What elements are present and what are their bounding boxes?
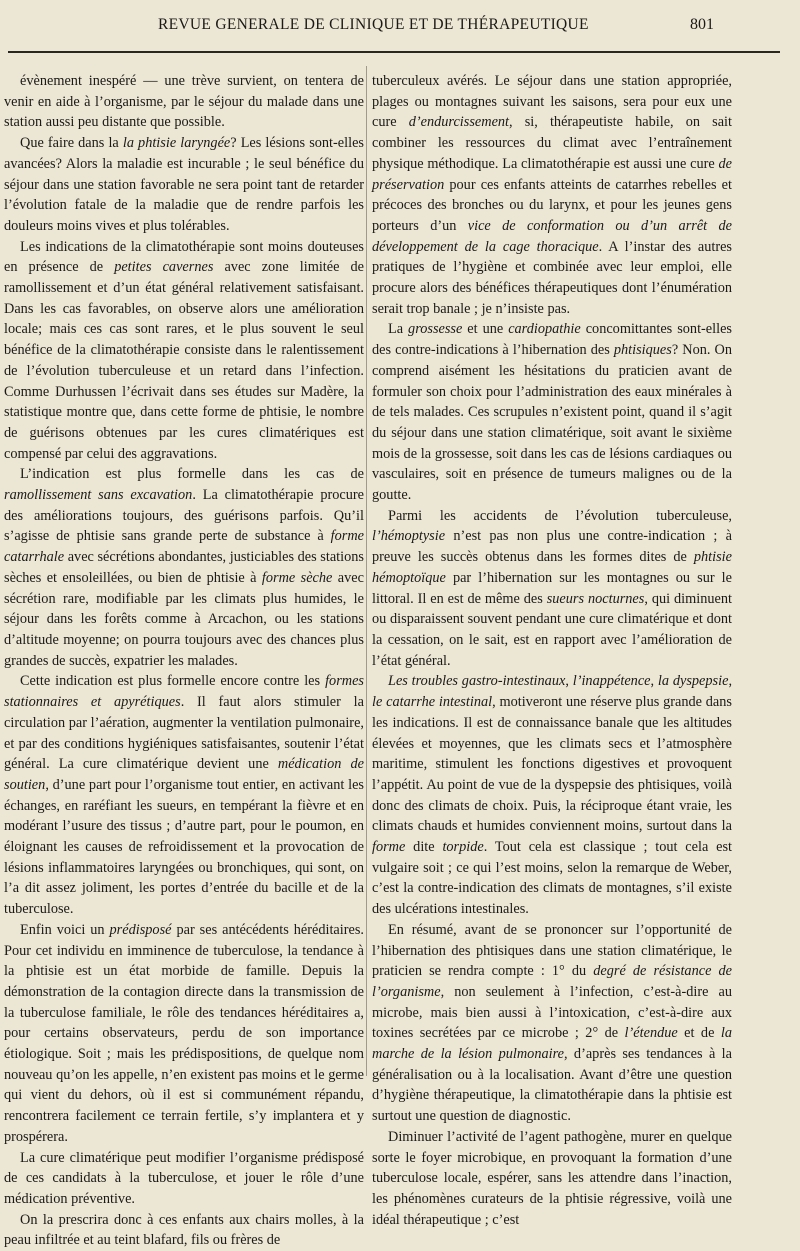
italic-text: forme <box>372 839 406 856</box>
text-run: ? Les lésions sont-elles avancées? Alors la maladie est incurable ; le seul bénéfice du séjour dans une station favorable ne sera point tant de retarder l’évolution fatale de la maladie que de rendre parfois les douleurs moins vives et plus tolérables. <box>4 135 364 234</box>
paragraph <box>372 671 732 919</box>
text-run: et de <box>677 1025 721 1042</box>
italic-text: l’inappétence <box>572 673 651 690</box>
italic-text: forme catarrhale <box>4 528 364 566</box>
header-rule <box>8 51 780 53</box>
italic-text: de préservation <box>372 155 732 193</box>
paragraph <box>372 920 732 1127</box>
italic-text: la dyspepsie <box>657 673 729 690</box>
italic-text: grossesse <box>408 321 463 338</box>
text-run: tuberculeux avérés. Le séjour dans une station appropriée, plages ou montagnes suivant les saisons, sera pour eux une cure <box>372 73 732 131</box>
text-run: En résumé, avant de se prononcer sur l’opportunité de l’hibernation des phtisiques dans une station climatérique, le praticien se rendra compte : 1° du <box>372 921 732 980</box>
running-title: REVUE GENERALE DE CLINIQUE ET DE THÉRAPEUTIQUE <box>158 16 589 33</box>
text-run: , <box>565 673 573 690</box>
paragraph <box>4 237 364 465</box>
text-run: avec zone limitée de ramollissement et d’un état général relativement satisfaisant. Dans les cas favorables, on observe alors une amélioration locale; mais ces cas sont rares, et le plus souvent le seul bénéfice de la climatothérapie consiste dans le ralentissement de l’évolution tuberculeuse et un retard dans l’infection. Comme Durhussen l’écrivait dans ses études sur Madère, la statistique montre que, dans cette forme de phtisie, le nombre de guérisons obtenues par les cures climatériques est compensé par celui des aggravations. <box>4 259 365 462</box>
italic-text: torpide <box>442 839 484 856</box>
text-run: , <box>650 673 658 690</box>
text-run: . Il faut alors stimuler la circulation par l’aération, augmenter la ventilation pulmonaire, et par des conditions hygiéniques satisfaisantes, soutenir l’état général. La cure climatérique devient une <box>4 694 364 773</box>
paragraph <box>4 1210 364 1251</box>
text-run: On la prescrira donc à ces enfants aux chairs molles, à la peau infiltrée et au teint blafard, fils ou frères de <box>4 1211 364 1249</box>
text-run: Diminuer l’activité de l’agent pathogène, murer en quelque sorte le foyer microbique, en provoquant la formation d’une tuberculose locale, espérer, sans les attendre dans l’inaction, les phénomènes curateurs de la phtisie régressive, voilà une idéal thérapeutique ; c’est <box>372 1128 732 1228</box>
right-text-column <box>372 71 732 1230</box>
italic-text: l’hémoptysie <box>372 528 446 545</box>
italic-text: l’étendue <box>624 1025 678 1042</box>
text-run: , motiveront une réserve plus grande dans les indications. Il est de connaissance banale que les altitudes élevées et moyennes, que les climats secs et l’atmosphère maritime, stimulent les fonctions digestives et provoquent l’appétit. Au point de vue de la dyspepsie des phtisiques, voilà donc des climats de choix. Puis, la réciproque étant vraie, les climats chauds et humides conviennent moins, surtout dans la <box>372 694 732 835</box>
paragraph <box>4 1148 364 1210</box>
text-run: pour ces enfants atteints de catarrhes rebelles et précoces des bronches ou du larynx, et pour les jeunes gens porteurs d’un <box>372 176 732 234</box>
italic-text: prédisposé <box>109 921 172 938</box>
text-run: La <box>388 321 409 338</box>
text-run: n’est pas non plus une contre-indication ; à preuve les succès obtenus dans les formes dites de <box>372 528 732 566</box>
text-run: , <box>728 673 733 690</box>
italic-text: médication de soutien <box>4 756 364 793</box>
text-run: . Tout cela est classique ; tout cela est vulgaire soit ; ce qui l’est moins, selon la remarque de Weber, c’est la contre-indication des climats de montagnes, s’il existe des ulcérations intestinales. <box>372 839 732 918</box>
italic-text: degré de résistance de l’organisme <box>372 963 732 1000</box>
text-run: Que faire dans la <box>20 135 123 152</box>
text-run: avec sécrétion rare, modifiable par les climats plus humides, le séjour dans les forêts comme à Arcachon, ou les stations d’altitude moyenne; on pourra toujours avec des chances plus grandes de succès, expatrier les malades. <box>4 569 364 669</box>
text-run: par ses antécédents héréditaires. Pour cet individu en imminence de tuberculose, la tendance à la phtisie est un état morbide de famille. Depuis la démonstration de la contagion directe dans la transmission de la tuberculose familiale, le rôle des tendances héréditaires a, pour certains observateurs, perdu de son importance étiologique. Soit ; mais les prédispositions, de quelque nom nouveau qu’on les appelle, n’en existent pas moins et le germe qui vient du dehors, où il est si communément répandu, rencontrera facilement ce terrain fertile, s’y implantera et y prospérera. <box>4 921 364 1145</box>
text-run: et une <box>462 321 509 338</box>
italic-text: ramollissement sans excavation <box>4 487 193 504</box>
text-run: Les indications de la climatothérapie sont moins douteuses en présence de <box>4 238 364 276</box>
text-run: Cette indication est plus formelle encore contre les <box>20 673 326 690</box>
column-divider <box>366 66 367 1076</box>
italic-text: sueurs nocturnes <box>546 590 645 607</box>
text-run: Enfin voici un <box>20 921 110 938</box>
text-run: , si, thérapeutiste habile, on sait combiner les ressources du climat avec l’entraînement physique méthodique. La climatothérapie est aussi une cure <box>372 114 732 172</box>
italic-text: formes stationnaires et apyrétiques <box>4 673 364 711</box>
paragraph <box>372 319 732 505</box>
italic-text: d’endurcissement <box>408 114 510 131</box>
text-run: La cure climatérique peut modifier l’organisme prédisposé de ces candidats à la tuberculose, et jouer le rôle d’une médication préventive. <box>4 1149 364 1207</box>
page-number: 801 <box>690 16 714 33</box>
text-run: Parmi les accidents de l’évolution tuberculeuse, <box>388 507 732 524</box>
italic-text: petites cavernes <box>114 259 214 276</box>
italic-text: le catarrhe intestinal <box>372 694 493 711</box>
text-run: , non seulement à l’infection, c’est-à-dire au microbe, mais bien aussi à l’intoxication, c’est-à-dire aux toxines secrétées par ce microbe ; 2° de <box>372 983 732 1042</box>
text-run: , d’une part pour l’organisme tout entier, en activant les échanges, en raréfiant les sueurs, en tempérant la fièvre et en modérant l’usure des tissus ; d’autre part, pour le poumon, en éloignant les causes de refroidissement et la provocation de lésions inflammatoires laryngées ou bronchiques, qui sont, on l’a dit assez joliment, les portes d’entrée du bacille et de la tuberculose. <box>4 776 364 918</box>
text-run: , d’après ses tendances à la généralisation ou à la localisation. Avant d’être une question d’hygiène thérapeutique, la climatothérapie dans la phtisie est surtout une question de diagnostic. <box>372 1046 732 1125</box>
italic-text: la phtisie laryngée <box>122 135 231 152</box>
paragraph <box>4 133 364 237</box>
italic-text: la marche de la lésion pulmonaire <box>372 1025 732 1063</box>
paragraph <box>4 464 364 671</box>
paragraph <box>4 671 364 919</box>
italic-text: Les troubles gastro-intestinaux <box>388 673 566 690</box>
text-run: . A l’instar des autres pratiques de l’hygiène et combinée avec leur emploi, elle procure alors des bénéfices thérapeutiques dont l’énumération serait trop banale ; je n’insiste pas. <box>372 238 732 317</box>
italic-text: vice de conformation ou d’un arrêt de développement de la cage thoracique <box>372 217 732 255</box>
paragraph <box>372 71 732 319</box>
italic-text: phtisie hémoptoïque <box>372 549 732 586</box>
text-run: , qui diminuent ou disparaissent souvent pendant une cure climatérique et dont la cessation, on le sait, est en rapport avec l’amélioration de l’état général. <box>372 590 732 669</box>
text-run: par l’hibernation sur les montagnes ou sur le littoral. Il en est de même des <box>372 569 732 607</box>
text-run: concomittantes sont-elles des contre-indications à l’hibernation des <box>372 321 733 359</box>
paragraph <box>4 920 364 1148</box>
paragraph <box>372 506 732 672</box>
paragraph <box>372 1127 732 1231</box>
text-run: L’indication est plus formelle dans les cas de <box>20 466 364 483</box>
italic-text: phtisiques <box>613 342 672 359</box>
left-text-column <box>4 71 364 1251</box>
paragraph <box>4 71 364 133</box>
italic-text: forme sèche <box>261 569 333 586</box>
italic-text: cardiopathie <box>508 321 581 338</box>
text-run: avec sécrétions abondantes, justiciables des stations sèches et ensoleillées, ou bien de phtisie à <box>4 549 364 586</box>
text-run: évènement inespéré — une trève survient, on tentera de venir en aide à l’organisme, par le séjour du malade dans une station aussi peu distante que possible. <box>4 73 364 131</box>
text-run: . La climatothérapie procure des améliorations toujours, des guérisons parfois. Qu’il s’agisse de phtisie sans grande perte de substance à <box>4 487 364 545</box>
page-header <box>0 16 800 40</box>
text-run: dite <box>405 839 443 856</box>
text-run: ? Non. On comprend aisément les hésitations du praticien avant de formuler son choix pour l’administration des eaux minérales à de tels malades. Ces scrupules n’existent point, quand il s’agit du séjour dans une station climatérique, soit avant le sixième mois de la grossesse, soit dans les cas de lésions cardiaques ou vasculaires, soit en présence de tumeurs malignes ou de la goutte. <box>372 342 732 504</box>
